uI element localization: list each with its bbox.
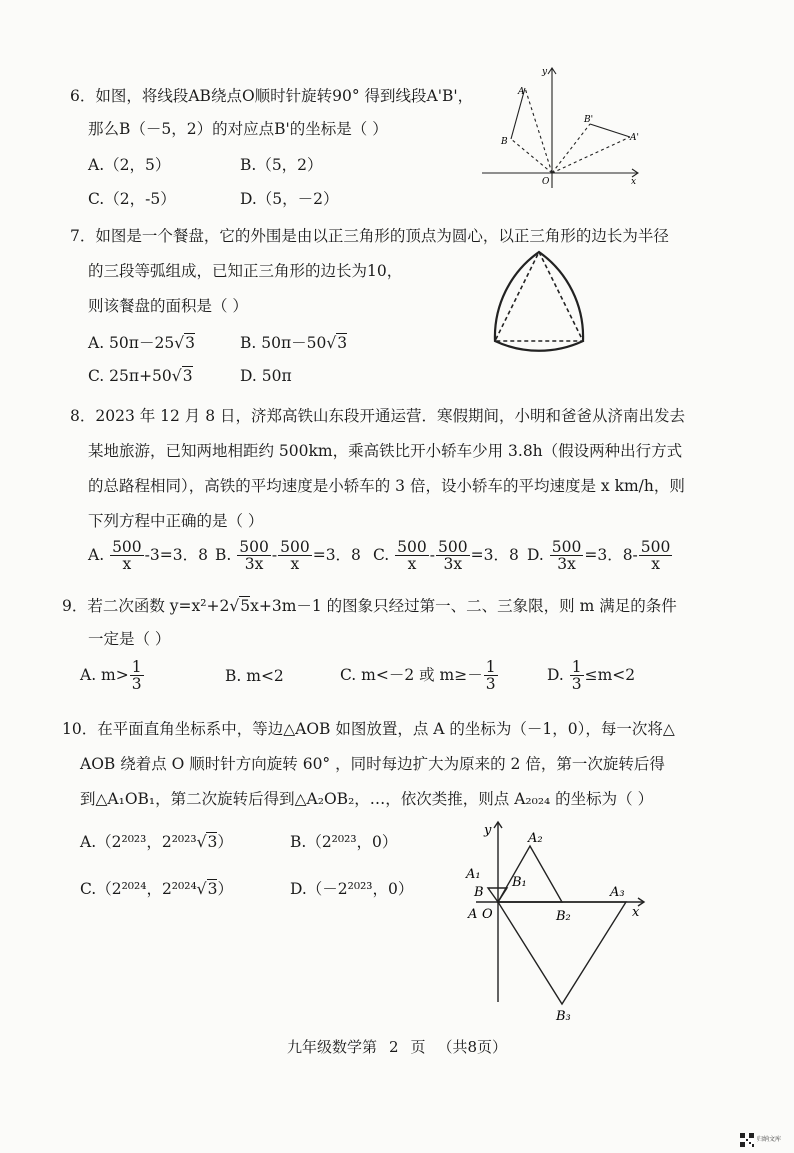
q9-option-b: B. m<2: [225, 667, 284, 685]
q10-line2: AOB 绕着点 O 顺时针方向旋转 60° ，同时每边扩大为原来的 2 倍，第一次旋转后得: [80, 755, 665, 773]
q7-option-c: C. 25π+50√3: [88, 367, 193, 385]
q10-line1: 10．在平面直角坐标系中，等边△AOB 如图放置，点 A 的坐标为（－1，0），每一次将△: [62, 720, 675, 738]
q10-option-a: A.（2²⁰²³，2²⁰²³√3）: [80, 833, 233, 851]
q9-option-c: C. m<－2 或 m≥－ $\frac{1}{3}$: [340, 658, 496, 694]
q10-option-c: C.（2²⁰²⁴，2²⁰²⁴√3）: [80, 880, 233, 898]
footer-page-unit: 页: [410, 1038, 426, 1056]
q9-option-d: D. $\frac{1}{3}$ ≤m<2: [547, 658, 636, 694]
q7-option-a: A. 50π－25√3: [88, 334, 195, 352]
q7-line1: 7．如图是一个餐盘，它的外围是由以正三角形的顶点为圆心，以正三角形的边长为半径: [70, 227, 669, 245]
q10-fig-a2-label: A₂: [528, 831, 543, 846]
q6-option-b: B.（5，2）: [240, 156, 323, 174]
q6-fig-b-label: B: [501, 137, 508, 147]
footer-label: 九年级数学第: [286, 1038, 377, 1056]
q10-fig-o-label: O: [482, 907, 493, 922]
qr-code-icon: [740, 1133, 754, 1147]
q7-line3: 则该餐盘的面积是（ ）: [88, 297, 248, 315]
q8-option-b: B. $\frac{500}{3x}$ - $\frac{500}{x}$ =3．8: [215, 538, 361, 574]
q9-line1: 9．若二次函数 y=x²+2√5x+3m－1 的图象只经过第一、二、三象限，则 m 满足的条件: [62, 597, 677, 615]
footer-total-pages: （共8页）: [437, 1038, 508, 1056]
page-footer: [0, 1036, 794, 1057]
q10-fig-b1-label: B₁: [512, 875, 527, 890]
q7-line2: 的三段等弧组成，已知正三角形的边长为10，: [88, 262, 403, 280]
q10-option-b: B.（2²⁰²³，0）: [290, 833, 398, 851]
q6-fig-x-label: x: [631, 177, 637, 187]
q10-fig-a1-label: A₁: [466, 867, 481, 882]
q6-option-a: A.（2，5）: [88, 156, 171, 174]
q10-fig-y-label: y: [484, 823, 492, 838]
q6-line1: 6．如图，将线段AB绕点O顺时针旋转90° 得到线段A'B'，: [70, 87, 474, 105]
q8-option-c: C. $\frac{500}{x}$ - $\frac{500}{3x}$ =3．8: [373, 538, 519, 574]
q9-option-a: A. m> $\frac{1}{3}$: [80, 658, 142, 694]
q10-option-d: D.（－2²⁰²³，0）: [290, 880, 414, 898]
q6-fig-origin-label: O: [542, 177, 550, 187]
q8-line3: 的总路程相同），高铁的平均速度是小轿车的 3 倍，设小轿车的平均速度是 x km/h，则: [88, 477, 685, 495]
q8-line4: 下列方程中正确的是（ ）: [88, 512, 264, 530]
q6-fig-y-label: y: [542, 67, 548, 77]
q8-line2: 某地旅游，已知两地相距约 500km，乘高铁比开小轿车少用 3.8h（假设两种出行方式: [88, 442, 683, 460]
q8-option-d: D. $\frac{500}{3x}$ =3．8- $\frac{500}{x}$: [527, 538, 671, 574]
q10-fig-b2-label: B₂: [556, 909, 571, 924]
q7-option-d: D. 50π: [240, 367, 292, 385]
q6-figure: [480, 62, 650, 190]
q10-fig-x-label: x: [632, 905, 640, 920]
q10-fig-a3-label: A₃: [610, 885, 625, 900]
q6-fig-a-label: A: [518, 87, 525, 97]
q7-option-b: B. 50π－50√3: [240, 334, 348, 352]
q10-figure: [462, 816, 652, 1022]
footer-page-number: 2: [388, 1038, 399, 1056]
brand-watermark: 归纳文库: [757, 1136, 782, 1143]
q10-fig-b3-label: B₃: [556, 1009, 571, 1022]
q10-fig-a-label: A: [468, 907, 478, 922]
q6-option-d: D.（5，－2）: [240, 190, 339, 208]
q8-option-a: A. $\frac{500}{x}$ -3=3．8: [88, 538, 208, 574]
q8-line1: 8．2023 年 12 月 8 日，济郑高铁山东段开通运营．寒假期间，小明和爸爸从济南出发去: [70, 407, 686, 425]
q6-line2: 那么B（－5，2）的对应点B'的坐标是（ ）: [88, 120, 388, 138]
q9-line2: 一定是（ ）: [88, 630, 171, 648]
q6-fig-bprime-label: B': [584, 115, 594, 125]
q6-option-c: C.（2，-5）: [88, 190, 176, 208]
q10-line3: 到△A₁OB₁，第二次旋转后得到△A₂OB₂，…，依次类推，则点 A₂₀₂₄ 的坐标为（ ）: [80, 790, 654, 808]
q6-fig-aprime-label: A': [630, 133, 639, 143]
q10-fig-b-label: B: [474, 885, 484, 900]
q7-plate-figure: [478, 242, 603, 354]
